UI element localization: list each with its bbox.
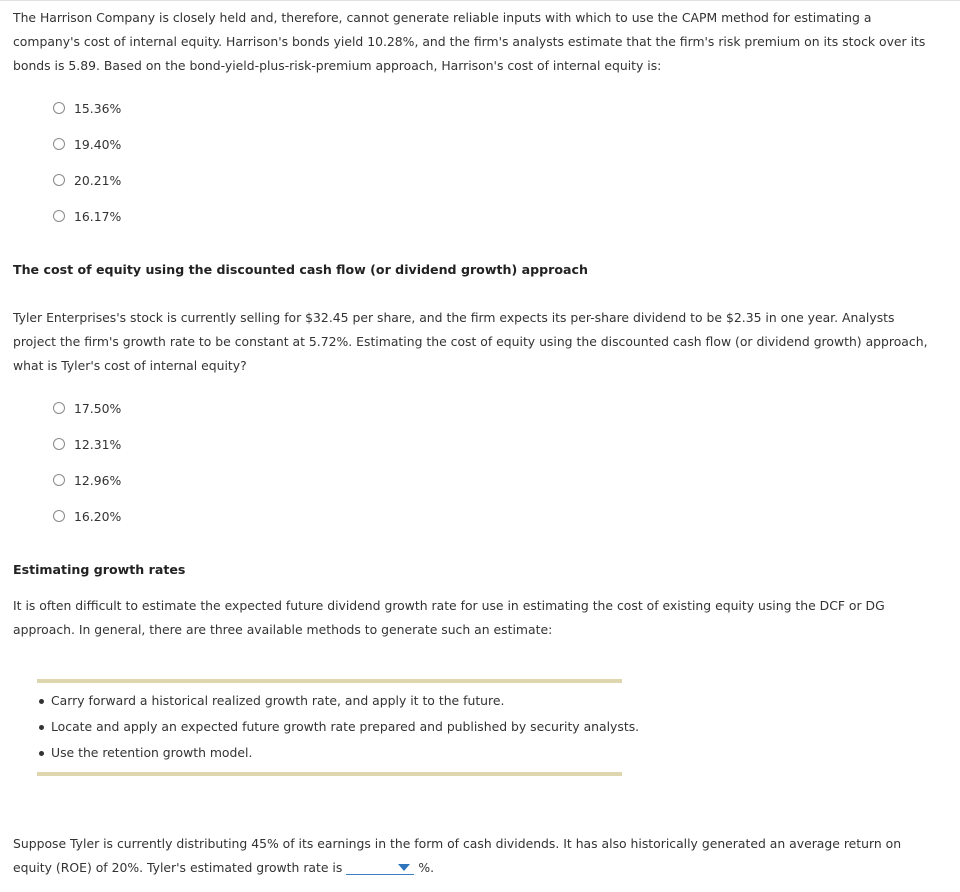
option-label[interactable]: 19.40% [74, 136, 122, 152]
radio-button[interactable] [53, 438, 65, 450]
section-heading-dcf: The cost of equity using the discounted cash flow (or dividend growth) approach [13, 262, 588, 277]
box-top-border [37, 679, 622, 683]
option-label[interactable]: 16.20% [74, 508, 122, 524]
option-label[interactable]: 20.21% [74, 172, 122, 188]
q1-option-2[interactable] [53, 136, 121, 152]
list-item: Locate and apply an expected future growth rate prepared and published by security analysts. [37, 714, 657, 740]
q2-text: Tyler Enterprises's stock is currently selling for $32.45 per share, and the firm expects its per-share dividend to be $2.35 in one year. Analysts project the firm's growth rate to be constant at 5.72%. Estimating the cost of equity using the discounted cash flow (or dividend growth) approach, what is Tyler's cost of internal equity? [13, 310, 928, 373]
list-item: Carry forward a historical realized growth rate, and apply it to the future. [37, 688, 657, 714]
radio-button[interactable] [53, 174, 65, 186]
chevron-down-icon[interactable] [398, 864, 410, 871]
box-bottom-border [37, 772, 622, 776]
q1-option-4[interactable] [53, 208, 121, 224]
q2-option-1[interactable] [53, 400, 121, 416]
percent-suffix: %. [418, 860, 435, 875]
q2-option-3[interactable] [53, 472, 121, 488]
final-question [13, 832, 938, 880]
top-divider [0, 0, 960, 1]
option-label[interactable]: 12.31% [74, 436, 122, 452]
section-heading-growth: Estimating growth rates [13, 562, 186, 577]
q1-text: The Harrison Company is closely held and, therefore, cannot generate reliable inputs with which to use the CAPM method for estimating a company's cost of internal equity. Harrison's bonds yield 10.28%, and the firm's analysts estimate that the firm's risk premium on its stock over its bonds is 5.89. Based on the bond-yield-plus-risk-premium approach, Harrison's cost of internal equity is: [13, 10, 926, 73]
radio-button[interactable] [53, 102, 65, 114]
q1-option-3[interactable] [53, 172, 121, 188]
option-label[interactable]: 16.17% [74, 208, 122, 224]
q2-option-2[interactable] [53, 436, 121, 452]
growth-intro-text: It is often difficult to estimate the expected future dividend growth rate for use in estimating the cost of existing equity using the DCF or DG approach. In general, there are three available methods to generate such an estimate: [13, 598, 885, 637]
list-item: Use the retention growth model. [37, 740, 657, 766]
option-label[interactable]: 12.96% [74, 472, 122, 488]
radio-button[interactable] [53, 474, 65, 486]
radio-button[interactable] [53, 402, 65, 414]
radio-button[interactable] [53, 138, 65, 150]
q2-option-4[interactable] [53, 508, 121, 524]
final-question-text: Suppose Tyler is currently distributing 45% of its earnings in the form of cash dividends. It has also historically generated an average return on equity (ROE) of 20%. Tyler's estimated growth rate is [13, 836, 902, 875]
growth-methods-list [37, 688, 657, 766]
option-label[interactable]: 17.50% [74, 400, 122, 416]
radio-button[interactable] [53, 510, 65, 522]
radio-button[interactable] [53, 210, 65, 222]
q1-option-1[interactable] [53, 100, 121, 116]
option-label[interactable]: 15.36% [74, 100, 122, 116]
growth-rate-dropdown[interactable] [346, 858, 414, 875]
